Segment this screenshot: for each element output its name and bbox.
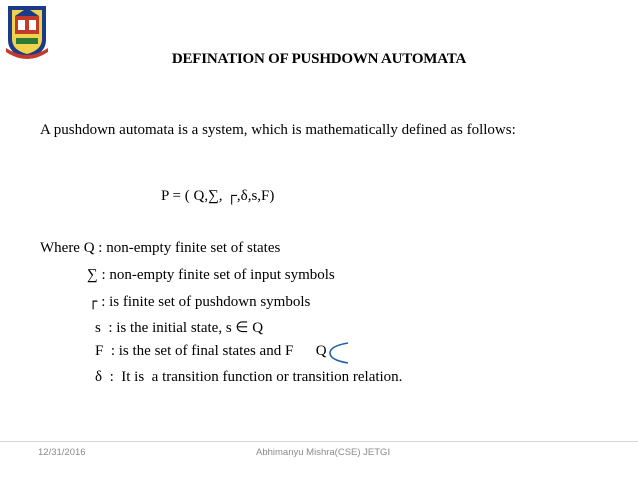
definition-text: : is the set of final states and F Q: [107, 343, 327, 359]
definition-sigma: [87, 267, 335, 284]
intro-paragraph: A pushdown automata is a system, which is mathematically defined as follows:: [40, 122, 516, 138]
footer-divider: [0, 441, 638, 442]
definition-transition: [95, 369, 402, 386]
footer-date: 12/31/2016: [38, 447, 86, 458]
definition-text: : non-empty finite set of input symbols: [101, 267, 335, 283]
formula: P = ( Q,∑, ┌,δ,s,F): [161, 188, 275, 204]
definition-text: : is the initial state, s ∈ Q: [104, 320, 264, 336]
definition-gamma: [89, 294, 310, 311]
where-line: Where Q : non-empty finite set of states: [40, 240, 281, 256]
subset-symbol-icon: [324, 340, 354, 366]
page-title: DEFINATION OF PUSHDOWN AUTOMATA: [171, 51, 467, 67]
definition-symbol: s: [95, 320, 101, 336]
definition-initial-state: [95, 318, 263, 337]
definition-symbol: ∑: [87, 267, 98, 283]
definition-text: : is finite set of pushdown symbols: [101, 294, 311, 310]
definition-text: : It is a transition function or transition relation.: [105, 369, 403, 385]
definition-final-states: [95, 343, 327, 360]
definition-symbol: ┌: [89, 294, 98, 310]
footer-author: Abhimanyu Mishra(CSE) JETGI: [256, 447, 391, 458]
definition-symbol: F: [95, 343, 104, 359]
definition-symbol: δ: [95, 369, 103, 385]
